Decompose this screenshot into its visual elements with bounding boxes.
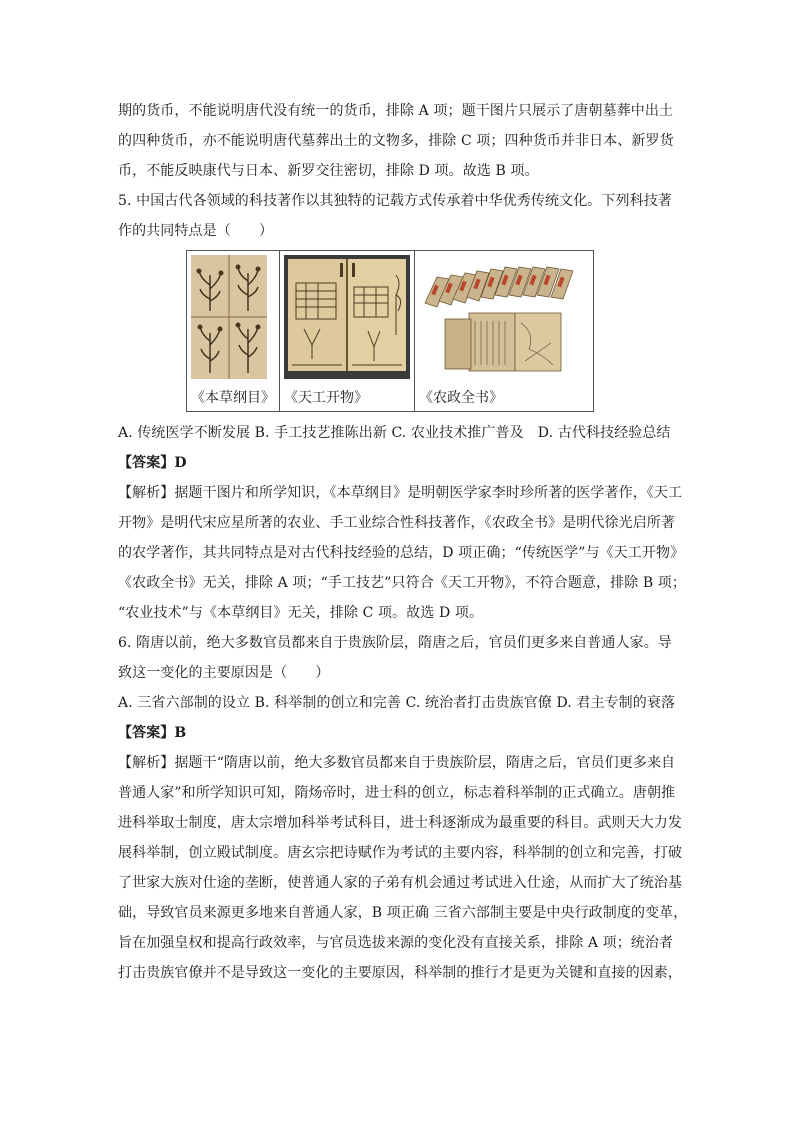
- craft-illustration-icon: [284, 255, 410, 379]
- figure-cell-nongzheng: [415, 251, 594, 412]
- analysis-line: 展科举制，创立殿试制度。唐玄宗把诗赋作为考试的主要内容，科举制的创立和完善，打破: [118, 845, 682, 861]
- analysis-line: 的农学著作，其共同特点是对古代科技经验的总结，D 项正确；“传统医学”与《天工开物》: [118, 545, 685, 561]
- figure-cell-bencao: [187, 251, 280, 412]
- book-stack-icon: [419, 255, 589, 379]
- analysis-line: 打击贵族官僚并不是导致这一变化的主要原因，科举制的推行才是更为关键和直接的因素，: [118, 965, 682, 981]
- figure-caption: 《天工开物》: [284, 390, 368, 406]
- analysis-line: 【解析】据题干“隋唐以前，绝大多数官员都来自于贵族阶层，隋唐之后，官员们更多来自: [118, 755, 676, 771]
- question-stem: 作的共同特点是（ ）: [118, 223, 274, 239]
- question-6: [118, 628, 688, 988]
- question-stem: 5. 中国古代各领域的科技著作以其独特的记载方式传承着中华优秀传统文化。下列科技著: [118, 193, 672, 209]
- herb-illustration-icon: [191, 255, 267, 379]
- figure-caption: 《农政全书》: [419, 390, 503, 406]
- document-page: [118, 96, 688, 988]
- question-stem: 致这一变化的主要原因是（ ）: [118, 665, 330, 681]
- answer-key: 【答案】D: [118, 455, 187, 471]
- answer-options: A. 传统医学不断发展 B. 手工技艺推陈出新 C. 农业技术推广普及 D. 古代科技经验总结: [118, 425, 671, 441]
- text-line: 币，不能反映康代与日本、新罗交往密切，排除 D 项。故选 B 项。: [118, 163, 539, 179]
- analysis-line: 旨在加强皇权和提高行政效率，与官员选拔来源的变化没有直接关系，排除 A 项；统治者: [118, 935, 674, 951]
- text-line: 期的货币，不能说明唐代没有统一的货币，排除 A 项；题干图片只展示了唐朝墓葬中出土: [118, 103, 674, 119]
- analysis-line: “农业技术”与《本草纲目》无关，排除 C 项。故选 D 项。: [118, 605, 484, 621]
- analysis-line: 开物》是明代宋应星所著的农业、手工业综合性科技著作，《农政全书》是明代徐光启所著: [118, 515, 675, 531]
- analysis-line: 础，导致官员来源更多地来自普通人家，B 项正确 三省六部制主要是中央行政制度的变革，: [118, 905, 688, 921]
- figure-table: [186, 250, 594, 412]
- answer-key: 【答案】B: [118, 725, 187, 741]
- figure-caption: 《本草纲目》: [191, 390, 275, 406]
- text-line: 的四种货币，亦不能说明唐代墓葬出土的文物多，排除 C 项；四种货币并非日本、新罗货: [118, 133, 674, 149]
- analysis-line: 普通人家”和所学知识可知，隋炀帝时，进士科的创立，标志着科举制的正式确立。唐朝推: [118, 785, 676, 801]
- question-5: [118, 186, 687, 628]
- analysis-line: 《农政全书》无关，排除 A 项；“手工技艺”只符合《天工开物》，不符合题意，排除 B 项；: [118, 575, 687, 591]
- analysis-line: 【解析】据题干图片和所学知识，《本草纲目》是明朝医学家李时珍所著的医学著作，《天工: [118, 485, 683, 501]
- analysis-line: 进科举取士制度，唐太宗增加科举考试科目，进士科逐渐成为最重要的科目。武则天大力发: [118, 815, 682, 831]
- answer-options: A. 三省六部制的设立 B. 科举制的创立和完善 C. 统治者打击贵族官僚 D. 君主专制的衰落: [118, 695, 676, 711]
- analysis-line: 了世家大族对仕途的垄断，使普通人家的子弟有机会通过考试进入仕途，从而扩大了统治基: [118, 875, 682, 891]
- previous-analysis-continuation: [118, 96, 684, 186]
- question-stem: 6. 隋唐以前，绝大多数官员都来自于贵族阶层，隋唐之后，官员们更多来自普通人家。导: [118, 635, 672, 651]
- figure-cell-tiangong: [280, 251, 415, 412]
